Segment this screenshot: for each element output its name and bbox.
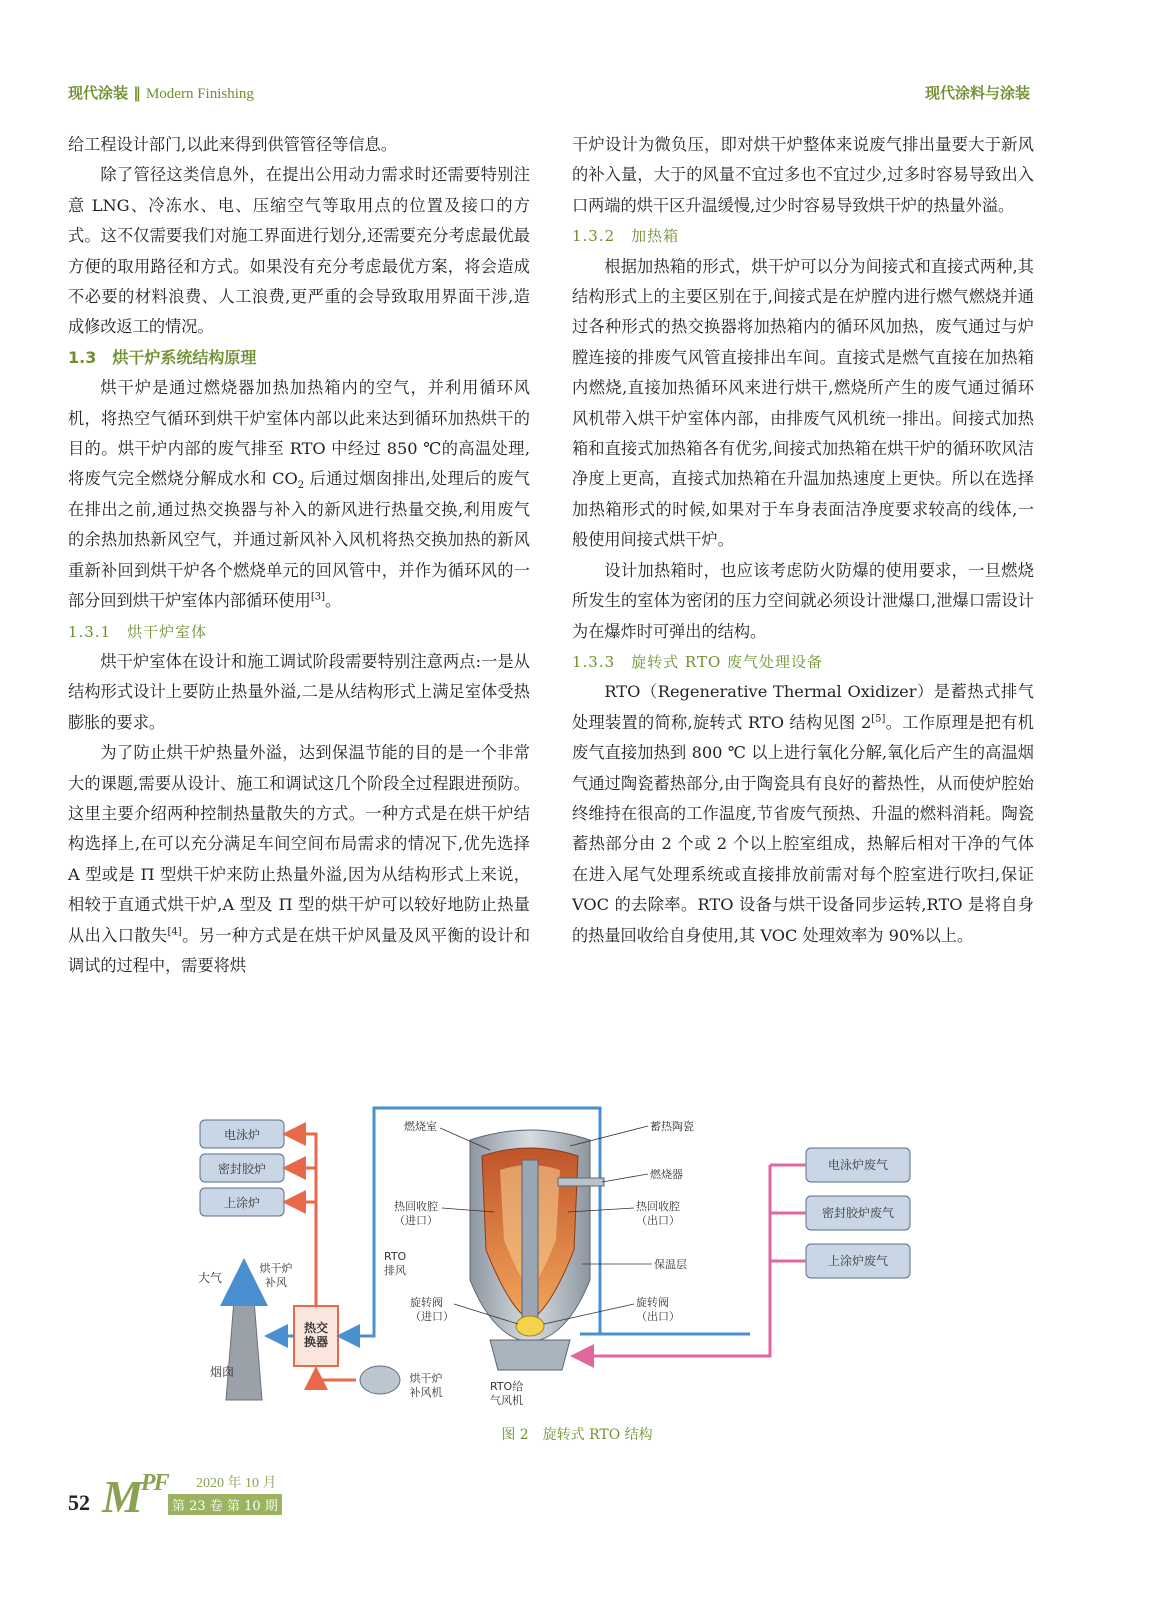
chimney [198,1270,262,1400]
waste-gas-lines [576,1165,806,1356]
label-heat-recovery-out: 热回收腔（出口） [636,1200,680,1227]
label-topcoat: 上涂炉 [223,1196,261,1210]
paragraph: 设计加热箱时，也应该考虑防火防爆的使用要求，一旦燃烧所发生的室体为密闭的压力空间就必须设计泄爆口,泄爆口需设计为在爆炸时可弹出的结构。 [572,560,1034,641]
section-heading: 1.3 烘干炉系统结构原理 [68,347,257,367]
journal-name-cn: 现代涂装 [68,84,129,102]
label-insulation: 保温层 [654,1258,687,1271]
oven-box-electrophoresis [200,1120,284,1148]
paragraph: 烘干炉室体在设计和施工调试阶段需要特别注意两点:一是从结构形式设计上要防止热量外溢,二是从结构形式上满足室体受热膨胀的要求。 [68,651,530,732]
logo-m: M [102,1471,141,1522]
journal-logo [102,1470,168,1523]
label-sealant-waste: 密封胶炉废气 [821,1206,895,1220]
text-run: 后通过烟囱排出,处理后的废气在排出之前,通过热交换器与补入的新风进行热量交换,利用废气的余热加热新风空气，并通过新风补入风机将热交换加热的新风重新补回到烘干炉各个燃烧单元的回风管中，并作为循环风的一部分回到烘干炉室体内部循环使用 [68,469,530,611]
subsection-heading: 1.3.1 烘干炉室体 [68,622,208,641]
header-separator: ‖ [128,84,146,102]
waste-box-topcoat [806,1244,910,1278]
text-run: 。另一种方式是在烘干炉风量及风平衡的设计和调试的过程中，需要将烘 [68,925,531,975]
text-run: 为了防止烘干炉热量外溢，达到保温节能的目的是一个非常大的课题,需要从设计、施工和调试这几个阶段全过程跟进预防。这里主要介绍两种控制热量散失的方式。一种方式是在烘干炉结构选择上,在可以充分满足车间空间布局需求的情况下,优先选择 A 型或是 Π 型烘干炉来防止热量外溢,因为从结构形式上来说，相较于直通式烘干炉,A 型及 Π 型的烘干炉可以较好地防止热量从出入口散失 [68,743,530,945]
label-electrophoresis: 电泳炉 [223,1128,261,1142]
citation: [3] [310,591,325,603]
subsection-heading: 1.3.2 加热箱 [572,227,680,246]
paragraph [68,373,530,616]
rto-diagram [190,1100,930,1410]
page-number: 52 [68,1490,90,1515]
paragraph: 干炉设计为微负压，即对烘干炉整体来说废气排出量要大于新风的补入量，大于的风量不宜过多也不宜过少,过多时容易导致出入口两端的烘干区升温缓慢,过少时容易导致烘干炉的热量外溢。 [572,135,1034,215]
figure-caption: 图 2 旋转式 RTO 结构 [501,1427,653,1443]
right-column [572,130,1034,951]
left-column [68,130,530,981]
label-ceramic: 蓄热陶瓷 [650,1120,694,1133]
page-footer [68,1470,328,1522]
label-sealant: 密封胶炉 [217,1162,267,1176]
label-makeup-air: 烘干炉补风 [259,1262,293,1289]
waste-box-electrophoresis [806,1148,910,1182]
label-heat-recovery-in: 热回收腔（进口） [394,1200,438,1227]
citation: [5] [871,713,886,725]
label-rto-feed-fan: RTO给气风机 [490,1380,524,1407]
label-atmosphere: 大气 [198,1271,223,1285]
logo-pf: PF [140,1470,168,1496]
paragraph: 除了管径这类信息外，在提出公用动力需求时还需要特别注意 LNG、冷冻水、电、压缩空气等取用点的位置及接口的方式。这不仅需要我们对施工界面进行划分,还需要充分考虑最优最方便的取用路径和方式。如果没有充分考虑最优方案，将会造成不必要的材料浪费、人工浪费,更严重的会导致取用界面干涉,造成修改返工的情况。 [68,165,530,337]
label-chimney: 烟囱 [210,1365,235,1379]
text-run: 。工作原理是把有机废气直接加热到 800 ℃ 以上进行氧化分解,氧化后产生的高温烟气通过陶瓷蓄热部分,由于陶瓷具有良好的蓄热性，从而使炉腔始终维持在很高的工作温度,节省废气预热、升温的燃料消耗。陶瓷蓄热部分由 2 个或 2 个以上腔室组成，热解后相对干净的气体在进入尾气处理系统或直接排放前需对每个腔室进行吹扫,保证 VOC 的去除率。RTO 设备与烘干设备同步运转,RTO 是将自身的热量回收给自身使用,其 VOC 处理效率为 90%以上。 [572,712,1034,945]
label-makeup-fan: 烘干炉补风机 [409,1372,443,1399]
paragraph: 根据加热箱的形式，烘干炉可以分为间接式和直接式两种,其结构形式上的主要区别在于,间接式是在炉膛内进行燃气燃烧并通过各种形式的热交换器将加热箱内的循环风加热，废气通过与炉膛连接的排废气风管直接排出车间。直接式是燃气直接在加热箱内燃烧,直接加热循环风来进行烘干,燃烧所产生的废气通过循环风机带入烘干炉室体内部，由排废气风机统一排出。间接式加热箱和直接式加热箱各有优劣,间接式加热箱在烘干炉的循环吹风洁净度上更高，直接式加热箱在升温加热速度上更快。所以在选择加热箱形式的时候,如果对于车身表面洁净度要求较高的线体,一般使用间接式烘干炉。 [572,256,1034,550]
issue-date: 2020 年 10 月 [196,1476,277,1491]
subsection-heading: 1.3.3 旋转式 RTO 废气处理设备 [572,652,824,671]
label-rto-exhaust: RTO 排风 [384,1250,407,1277]
oven-box-topcoat [200,1188,284,1216]
paragraph: 给工程设计部门,以此来得到供管管径等信息。 [68,135,397,154]
volume-issue: 第 23 卷 第 10 期 [168,1494,282,1515]
label-burner: 燃烧器 [650,1168,683,1181]
label-combustion-chamber: 燃烧室 [404,1120,437,1133]
waste-box-sealant [806,1196,910,1230]
text-run: 。 [324,591,342,611]
text-run: 烘干炉是通过燃烧器加热加热箱内的空气，并利用循环风机，将热空气循环到烘干炉室体内部以此来达到循环加热烘干的目的。烘干炉内部的废气排至 RTO 中经过 850 ℃的高温处理,将废气完全燃烧分解成水和 CO [68,378,530,489]
heat-exchanger [260,1261,339,1366]
makeup-fan [360,1366,443,1399]
text-run: RTO（Regenerative Thermal Oxidizer）是蓄热式排气处理装置的简称,旋转式 RTO 结构见图 2 [572,682,1034,732]
label-heat-exchanger: 热交换器 [303,1321,329,1349]
citation: [4] [167,926,182,938]
label-topcoat-waste: 上涂炉废气 [827,1254,889,1268]
journal-name-en: Modern Finishing [145,86,254,102]
paragraph [68,738,530,981]
subscript: 2 [297,480,305,492]
running-header-right: 现代涂料与涂装 [924,84,1030,102]
label-electrophoresis-waste: 电泳炉废气 [827,1158,889,1172]
label-rotary-valve-out: 旋转阀（出口） [636,1296,680,1323]
paragraph [572,677,1034,951]
label-rotary-valve-in: 旋转阀（进口） [410,1296,454,1323]
running-header-left [68,82,254,103]
oven-box-sealant [200,1154,284,1182]
